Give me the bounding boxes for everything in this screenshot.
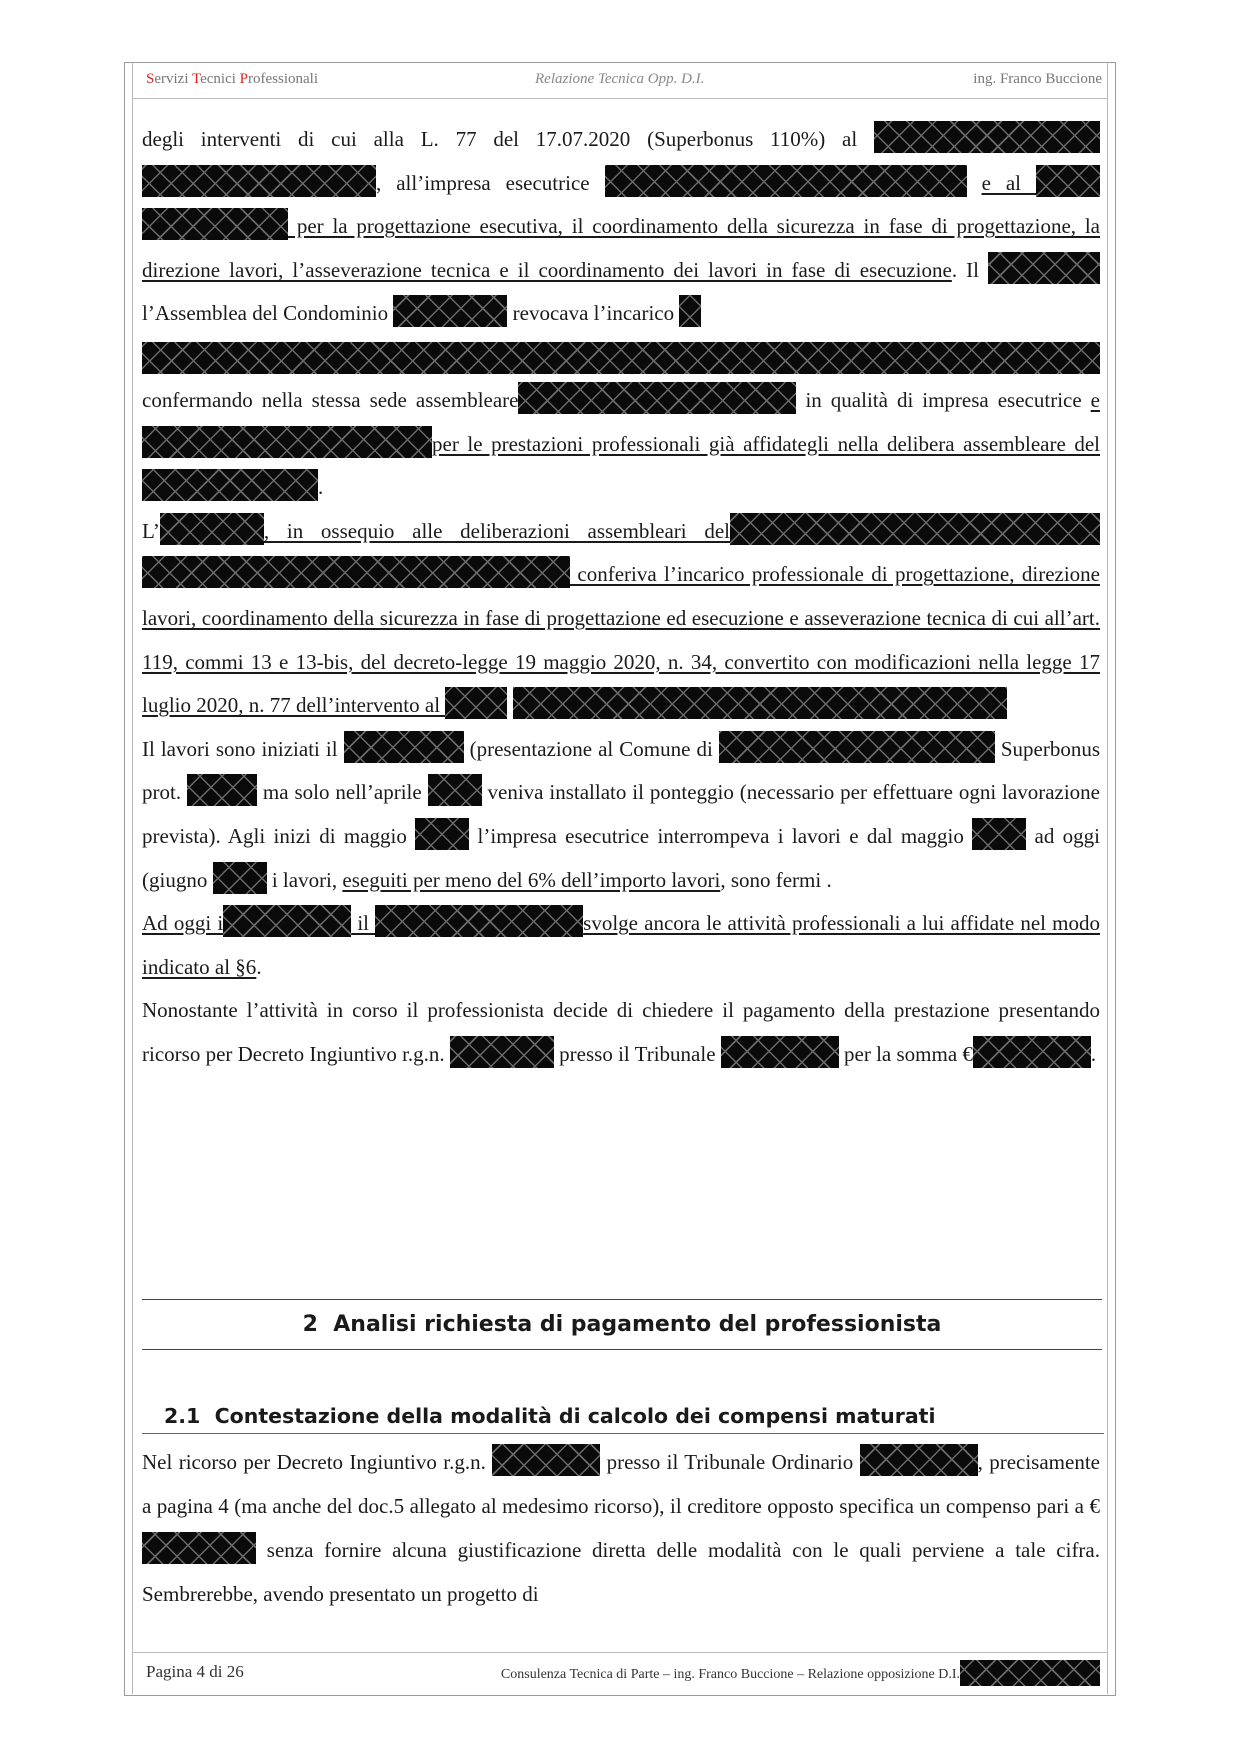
redaction-line xyxy=(142,342,1100,374)
redaction xyxy=(428,774,482,806)
redaction xyxy=(160,513,264,545)
paragraph-5: Nonostante l’attività in corso il professionista decide di chiedere il pagamento della prestazione presentando ricorso per Decreto Ingiuntivo r.g.n. presso il Tribunale per la somma € . xyxy=(142,998,1100,1066)
section-rule-bottom xyxy=(142,1349,1102,1350)
redaction xyxy=(344,731,464,763)
redaction xyxy=(142,1532,256,1564)
redaction xyxy=(142,469,318,501)
paragraph-4: Ad oggi i il svolge ancora le attività professionali a lui affidate nel modo indicato al §6. xyxy=(142,902,1100,989)
header-right: ing. Franco Buccione xyxy=(973,71,1102,87)
redaction xyxy=(973,1036,1091,1068)
paragraph-3: Il lavori sono iniziati il (presentazione al Comune di Superbonus prot. ma solo nell’aprile veniva installato il ponteggio (necessario per effettuare ogni lavorazione prevista). Agli inizi di maggio l’impresa esecutrice interrompeva i lavori e dal maggio ad oggi (giugno i lavori, eseguiti per meno del 6% dell’importo lavori, sono fermi . xyxy=(142,728,1100,902)
redaction xyxy=(679,295,701,327)
subsection-heading: 2.1 Contestazione della modalità di calcolo dei compensi maturati xyxy=(164,1404,936,1428)
redaction xyxy=(518,382,796,414)
redaction xyxy=(142,165,376,197)
redaction xyxy=(375,905,583,937)
redaction xyxy=(988,252,1100,284)
redaction xyxy=(860,1444,978,1476)
subsection-rule xyxy=(142,1433,1104,1434)
section-heading: 2 Analisi richiesta di pagamento del professionista xyxy=(302,1312,942,1337)
redaction xyxy=(393,295,507,327)
redaction xyxy=(450,1036,554,1068)
paragraph-2: L’ , in ossequio alle deliberazioni assembleari del conferiva l’incarico professionale di progettazione, direzione lavori, coordinamento della sicurezza in fase di progettazione ed esecuzione e asseverazione tecnica di cui all’art. 119, commi 13 e 13-bis, del decreto-legge 19 maggio 2020, n. 34, convertito con modificazioni nella legge 17 luglio 2020, n. 77 dell’intervento al xyxy=(142,510,1100,728)
header-divider xyxy=(132,98,1108,99)
footer-divider xyxy=(132,1652,1108,1653)
redaction xyxy=(874,121,1100,153)
footer-right: Consulenza Tecnica di Parte – ing. Franco Buccione – Relazione opposizione D.I. xyxy=(501,1660,1100,1686)
header-center: Relazione Tecnica Opp. D.I. xyxy=(535,71,705,87)
redaction xyxy=(972,818,1026,850)
redaction xyxy=(415,818,469,850)
redaction xyxy=(721,1036,839,1068)
redaction xyxy=(1036,165,1100,197)
redaction xyxy=(142,556,570,588)
redaction xyxy=(213,862,267,894)
body-text-2: Nel ricorso per Decreto Ingiuntivo r.g.n. presso il Tribunale Ordinario , precisamente a pagina 4 (ma anche del doc.5 allegato al medesimo ricorso), il creditore opposto specifica un compenso pari a € senza fornire alcuna giustificazione diretta delle modalità con le quali perviene a tale cifra. Sembrerebbe, avendo presentato un progetto di xyxy=(142,1440,1100,1616)
redaction xyxy=(492,1444,600,1476)
redaction xyxy=(223,905,351,937)
redaction xyxy=(445,687,507,719)
redaction xyxy=(730,513,1100,545)
page-number: Pagina 4 di 26 xyxy=(146,1662,244,1681)
redaction xyxy=(719,731,995,763)
redaction xyxy=(142,208,288,240)
body-text xyxy=(142,118,1100,1076)
paragraph-1: degli interventi di cui alla L. 77 del 17.07.2020 (Superbonus 110%) al , all’impresa esecutrice e al per la progettazione esecutiva, il coordinamento della sicurezza in fase di progettazione, la direzione lavori, l’asseverazione tecnica e il coordinamento dei lavori in fase di esecuzione. Il l’Assemblea del Condominio revocava l’incarico confermando nella stessa sede assembleare in qualità di impresa esecutrice e per le prestazioni professionali già affidategli nella delibera assembleare del. xyxy=(142,118,1100,510)
redaction xyxy=(960,1660,1100,1686)
redaction xyxy=(605,165,967,197)
section-rule-top xyxy=(142,1299,1102,1300)
header-left: Servizi Tecnici Professionali xyxy=(146,71,318,87)
redaction xyxy=(187,774,257,806)
redaction xyxy=(513,687,1007,719)
redaction xyxy=(142,426,432,458)
